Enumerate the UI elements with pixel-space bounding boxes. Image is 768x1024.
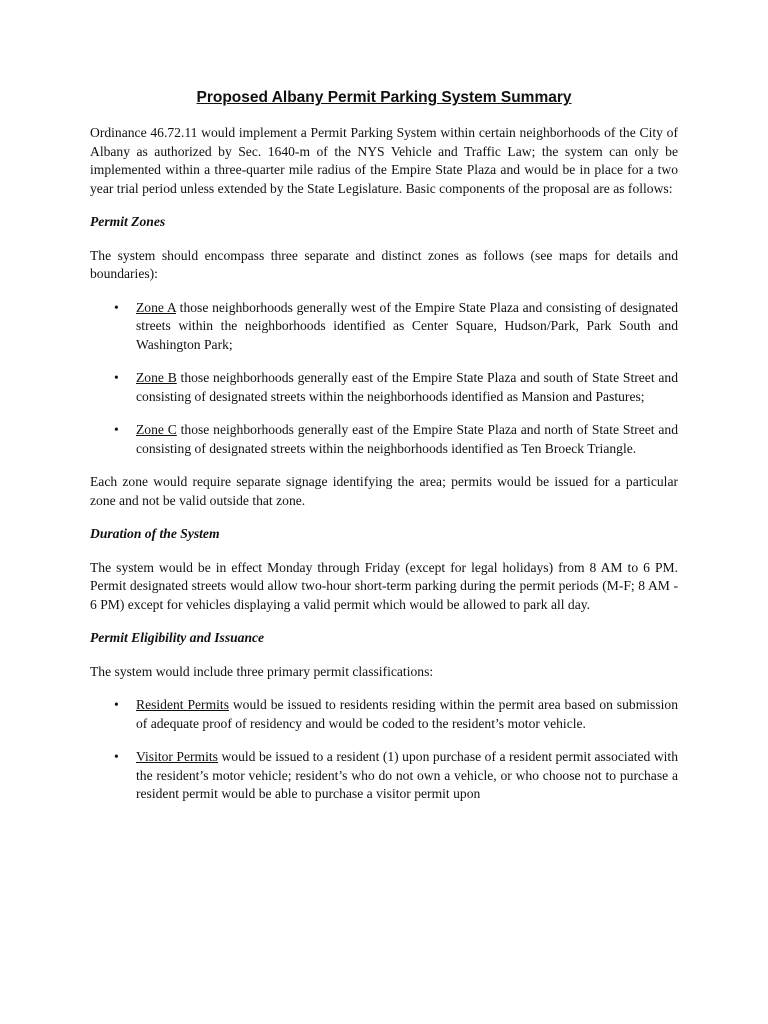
zone-list: [90, 299, 678, 459]
visitor-permits-text: would be issued to a resident (1) upon purchase of a resident permit associated with the resident’s motor vehicle; resident’s who do not own a vehicle, or who choose not to purchase a resident permit would be able to purchase a visitor permit upon: [136, 749, 678, 801]
permit-zones-outro: Each zone would require separate signage identifying the area; permits would be issued for a particular zone and not be valid outside that zone.: [90, 474, 678, 508]
bullet-icon: •: [114, 370, 119, 385]
permit-zones-heading: Permit Zones: [90, 214, 166, 229]
bullet-icon: •: [114, 749, 119, 764]
bullet-icon: •: [114, 422, 119, 437]
eligibility-heading: Permit Eligibility and Issuance: [90, 630, 265, 645]
list-item-zone-a: [90, 299, 678, 355]
resident-permits-text: would be issued to residents residing within the permit area based on submission of adequate proof of residency and would be coded to the resident’s motor vehicle.: [136, 697, 678, 731]
permit-list: [90, 696, 678, 804]
permit-zones-intro: The system should encompass three separate and distinct zones as follows (see maps for details and boundaries):: [90, 247, 678, 281]
document-title: Proposed Albany Permit Parking System Summary: [196, 89, 572, 106]
zone-a-text: those neighborhoods generally west of the Empire State Plaza and consisting of designated streets within the neighborhoods identified as Center Square, Hudson/Park, Park South and Washington Park;: [136, 299, 678, 352]
list-item-zone-c: [90, 421, 678, 458]
eligibility-intro: The system would include three primary permit classifications:: [90, 663, 434, 679]
visitor-permits-term: Visitor Permits: [136, 749, 218, 764]
zone-a-term: Zone A: [136, 299, 176, 315]
bullet-icon: •: [114, 697, 119, 712]
list-item-visitor-permits: [90, 748, 678, 804]
bullet-icon: •: [114, 299, 119, 315]
zone-c-text: those neighborhoods generally east of the Empire State Plaza and north of State Street and consisting of designated streets within the neighborhoods identified as Ten Broeck Triangle.: [136, 422, 678, 456]
duration-paragraph: The system would be in effect Monday through Friday (except for legal holidays) from 8 AM to 6 PM. Permit designated streets would allow two-hour short-term parking during the permit periods (M-F; 8 AM - 6 PM) except for vehicles displaying a valid permit which would be allowed to park all day.: [90, 559, 678, 612]
zone-c-term: Zone C: [136, 422, 177, 437]
list-item-zone-b: [90, 369, 678, 406]
zone-b-term: Zone B: [136, 370, 177, 385]
zone-b-text: those neighborhoods generally east of the Empire State Plaza and south of State Street and consisting of designated streets within the neighborhoods identified as Mansion and Pastures;: [136, 370, 678, 404]
intro-paragraph: Ordinance 46.72.11 would implement a Permit Parking System within certain neighborhoods of the City of Albany as authorized by Sec. 1640-m of the NYS Vehicle and Traffic Law; the system can only be implemented within a three-quarter mile radius of the Empire State Plaza and would be in place for a two year trial period unless extended by the State Legislature. Basic components of the proposal are as follows:: [90, 125, 678, 196]
document-page: [90, 88, 678, 819]
list-item-resident-permits: [90, 696, 678, 733]
duration-heading: Duration of the System: [90, 526, 220, 541]
resident-permits-term: Resident Permits: [136, 697, 229, 712]
